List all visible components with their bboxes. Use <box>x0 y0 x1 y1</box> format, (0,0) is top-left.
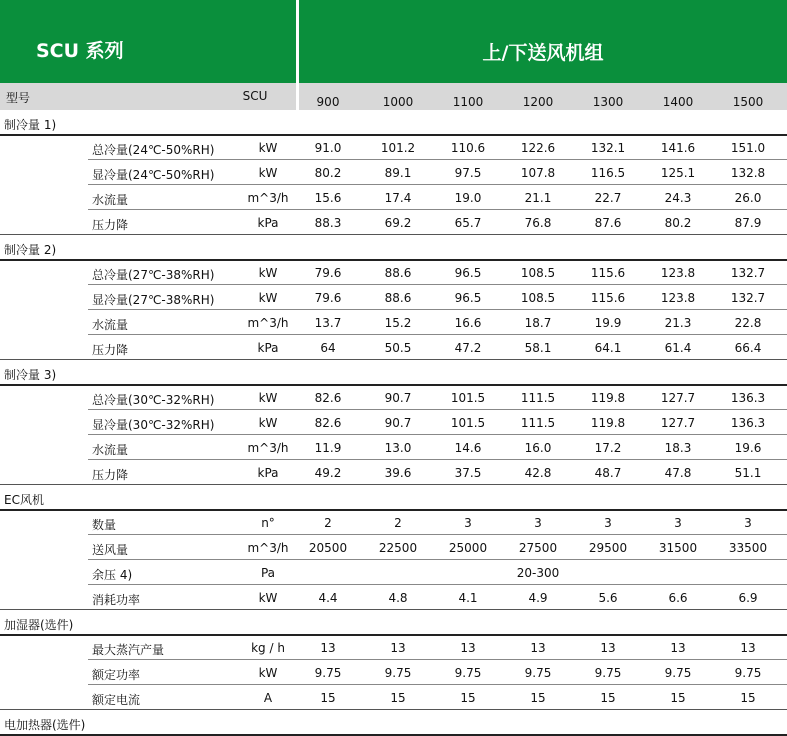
row-unit: kPa <box>257 466 279 480</box>
group-header <box>299 0 787 80</box>
row-unit: Pa <box>260 566 276 580</box>
value-cell: 88.3 <box>314 216 342 230</box>
value-cell: 15 <box>320 691 336 705</box>
value-cell: 18.7 <box>524 316 552 330</box>
table-row <box>0 585 787 610</box>
row-unit: kW <box>258 416 278 430</box>
value-cell: 15 <box>600 691 616 705</box>
value-cell: 15 <box>390 691 406 705</box>
model-cell: 1500 <box>732 95 764 109</box>
row-label: 显冷量(24℃-50%RH) <box>92 168 215 182</box>
row-unit: kW <box>258 391 278 405</box>
value-cell: 11.9 <box>314 441 342 455</box>
value-cell: 15.6 <box>314 191 342 205</box>
value-cell: 76.8 <box>524 216 552 230</box>
value-cell: 19.0 <box>454 191 482 205</box>
value-cell: 18.3 <box>664 441 692 455</box>
value-cell: 6.9 <box>738 591 758 605</box>
value-cell: 119.8 <box>590 391 626 405</box>
value-cell: 50.5 <box>384 341 412 355</box>
table-row <box>0 260 787 285</box>
row-label: 总冷量(30℃-32%RH) <box>92 393 215 407</box>
value-cell: 90.7 <box>384 391 412 405</box>
value-cell: 27500 <box>518 541 558 555</box>
row-unit: kW <box>258 666 278 680</box>
value-cell: 79.6 <box>314 291 342 305</box>
value-cell: 6.6 <box>668 591 688 605</box>
row-label: 总冷量(24℃-50%RH) <box>92 143 215 157</box>
value-cell: 9.75 <box>594 666 622 680</box>
value-cell: 132.7 <box>730 266 766 280</box>
value-cell: 47.2 <box>454 341 482 355</box>
value-cell: 111.5 <box>520 416 556 430</box>
series-header <box>0 0 296 80</box>
value-cell: 4.9 <box>528 591 548 605</box>
value-cell: 42.8 <box>524 466 552 480</box>
row-label: 最大蒸汽产量 <box>92 643 165 657</box>
value-cell: 58.1 <box>524 341 552 355</box>
value-cell: 108.5 <box>520 266 556 280</box>
section-row <box>0 360 787 385</box>
merged-value: 20-300 <box>516 566 560 580</box>
value-cell: 136.3 <box>730 416 766 430</box>
table-row <box>0 410 787 435</box>
model-cell: 1000 <box>382 95 414 109</box>
value-cell: 13 <box>530 641 546 655</box>
value-cell: 88.6 <box>384 291 412 305</box>
value-cell: 13 <box>320 641 336 655</box>
value-cell: 107.8 <box>520 166 556 180</box>
model-cell: 1100 <box>452 95 484 109</box>
table-row <box>0 685 787 710</box>
value-cell: 48.7 <box>594 466 622 480</box>
value-cell: 79.6 <box>314 266 342 280</box>
value-cell: 80.2 <box>314 166 342 180</box>
value-cell: 110.6 <box>450 141 486 155</box>
value-cell: 136.3 <box>730 391 766 405</box>
value-cell: 132.7 <box>730 291 766 305</box>
value-cell: 96.5 <box>454 266 482 280</box>
value-cell: 111.5 <box>520 391 556 405</box>
value-cell: 61.4 <box>664 341 692 355</box>
row-label: 数量 <box>92 518 117 532</box>
value-cell: 9.75 <box>734 666 762 680</box>
value-cell: 19.6 <box>734 441 762 455</box>
table-row <box>0 285 787 310</box>
table-row <box>0 335 787 360</box>
value-cell: 151.0 <box>730 141 766 155</box>
value-cell: 66.4 <box>734 341 762 355</box>
value-cell: 13 <box>670 641 686 655</box>
value-cell: 132.1 <box>590 141 626 155</box>
model-cell: 1300 <box>592 95 624 109</box>
value-cell: 13.7 <box>314 316 342 330</box>
value-cell: 49.2 <box>314 466 342 480</box>
value-cell: 65.7 <box>454 216 482 230</box>
table-row <box>0 185 787 210</box>
value-cell: 31500 <box>658 541 698 555</box>
row-unit: kg / h <box>251 641 285 655</box>
value-cell: 15 <box>460 691 476 705</box>
value-cell: 25000 <box>448 541 488 555</box>
value-cell: 141.6 <box>660 141 696 155</box>
section-row <box>0 710 787 735</box>
value-cell: 3 <box>604 516 612 530</box>
value-cell: 24.3 <box>664 191 692 205</box>
row-unit: kW <box>258 141 278 155</box>
model-cell: 1200 <box>522 95 554 109</box>
value-cell: 5.6 <box>598 591 618 605</box>
row-unit: m^3/h <box>247 441 289 455</box>
value-cell: 9.75 <box>524 666 552 680</box>
table-row <box>0 135 787 160</box>
value-cell: 116.5 <box>590 166 626 180</box>
value-cell: 9.75 <box>454 666 482 680</box>
value-cell: 119.8 <box>590 416 626 430</box>
table-row <box>0 560 787 585</box>
section-row <box>0 485 787 510</box>
group-title: 上/下送风机组 <box>482 42 604 64</box>
row-label: 额定功率 <box>92 668 141 682</box>
table-row <box>0 660 787 685</box>
value-cell: 108.5 <box>520 291 556 305</box>
value-cell: 15 <box>740 691 756 705</box>
row-unit: kW <box>258 166 278 180</box>
value-cell: 3 <box>464 516 472 530</box>
row-unit: kPa <box>257 341 279 355</box>
row-label: 总冷量(27℃-38%RH) <box>92 268 215 282</box>
section-title: 加湿器(选件) <box>4 618 74 632</box>
value-cell: 3 <box>744 516 752 530</box>
table-row <box>0 435 787 460</box>
table-row <box>0 460 787 485</box>
row-label: 水流量 <box>92 193 129 207</box>
section-title: 电加热器(选件) <box>4 718 86 732</box>
value-cell: 123.8 <box>660 291 696 305</box>
value-cell: 64 <box>320 341 336 355</box>
row-unit: n° <box>261 516 275 530</box>
value-cell: 82.6 <box>314 391 342 405</box>
value-cell: 2 <box>394 516 402 530</box>
section-row <box>0 110 787 135</box>
value-cell: 88.6 <box>384 266 412 280</box>
row-label: 水流量 <box>92 443 129 457</box>
row-unit: m^3/h <box>247 316 289 330</box>
value-cell: 89.1 <box>384 166 412 180</box>
value-cell: 13.0 <box>384 441 412 455</box>
value-cell: 90.7 <box>384 416 412 430</box>
value-cell: 13 <box>460 641 476 655</box>
value-cell: 20500 <box>308 541 348 555</box>
row-unit: kW <box>258 266 278 280</box>
value-cell: 51.1 <box>734 466 762 480</box>
model-cell: 1400 <box>662 95 694 109</box>
value-cell: 14.6 <box>454 441 482 455</box>
value-cell: 16.6 <box>454 316 482 330</box>
table-row <box>0 510 787 535</box>
value-cell: 91.0 <box>314 141 342 155</box>
value-cell: 33500 <box>728 541 768 555</box>
model-row <box>0 83 787 110</box>
row-label: 显冷量(27℃-38%RH) <box>92 293 215 307</box>
value-cell: 123.8 <box>660 266 696 280</box>
row-unit: kW <box>258 291 278 305</box>
row-unit: kW <box>258 591 278 605</box>
value-cell: 64.1 <box>594 341 622 355</box>
row-label: 压力降 <box>92 343 129 357</box>
value-cell: 69.2 <box>384 216 412 230</box>
value-cell: 132.8 <box>730 166 766 180</box>
row-label: 送风量 <box>92 543 129 557</box>
value-cell: 80.2 <box>664 216 692 230</box>
header-separator <box>296 0 299 83</box>
value-cell: 13 <box>390 641 406 655</box>
value-cell: 101.2 <box>380 141 416 155</box>
row-label: 显冷量(30℃-32%RH) <box>92 418 215 432</box>
row-unit: kPa <box>257 216 279 230</box>
value-cell: 3 <box>534 516 542 530</box>
row-label: 余压 4) <box>92 568 133 582</box>
series-title: SCU 系列 <box>36 40 124 62</box>
section-row <box>0 235 787 260</box>
row-unit: A <box>263 691 273 705</box>
value-cell: 87.6 <box>594 216 622 230</box>
value-cell: 22.8 <box>734 316 762 330</box>
value-cell: 17.2 <box>594 441 622 455</box>
value-cell: 13 <box>740 641 756 655</box>
value-cell: 22.7 <box>594 191 622 205</box>
table-row <box>0 635 787 660</box>
value-cell: 115.6 <box>590 266 626 280</box>
row-unit: m^3/h <box>247 191 289 205</box>
value-cell: 29500 <box>588 541 628 555</box>
row-label: 压力降 <box>92 218 129 232</box>
value-cell: 9.75 <box>384 666 412 680</box>
value-cell: 127.7 <box>660 416 696 430</box>
value-cell: 9.75 <box>664 666 692 680</box>
row-label: 额定电流 <box>92 693 141 707</box>
section-title: 制冷量 1) <box>4 118 57 132</box>
value-cell: 101.5 <box>450 391 486 405</box>
table-row <box>0 210 787 235</box>
value-cell: 15 <box>670 691 686 705</box>
value-cell: 13 <box>600 641 616 655</box>
row-label: 压力降 <box>92 468 129 482</box>
value-cell: 22500 <box>378 541 418 555</box>
value-cell: 122.6 <box>520 141 556 155</box>
value-cell: 21.1 <box>524 191 552 205</box>
table-row <box>0 385 787 410</box>
value-cell: 2 <box>324 516 332 530</box>
table-row <box>0 160 787 185</box>
value-cell: 15 <box>530 691 546 705</box>
value-cell: 4.1 <box>458 591 478 605</box>
value-cell: 16.0 <box>524 441 552 455</box>
section-title: EC风机 <box>4 493 44 507</box>
value-cell: 47.8 <box>664 466 692 480</box>
row-unit: m^3/h <box>247 541 289 555</box>
model-cell: 900 <box>316 95 340 109</box>
value-cell: 87.9 <box>734 216 762 230</box>
value-cell: 115.6 <box>590 291 626 305</box>
row-label: 消耗功率 <box>92 593 141 607</box>
model-unit: SCU <box>242 89 268 103</box>
value-cell: 127.7 <box>660 391 696 405</box>
row-label: 水流量 <box>92 318 129 332</box>
table-row <box>0 535 787 560</box>
value-cell: 9.75 <box>314 666 342 680</box>
value-cell: 101.5 <box>450 416 486 430</box>
value-cell: 21.3 <box>664 316 692 330</box>
value-cell: 15.2 <box>384 316 412 330</box>
value-cell: 26.0 <box>734 191 762 205</box>
value-cell: 19.9 <box>594 316 622 330</box>
section-row <box>0 610 787 635</box>
value-cell: 4.4 <box>318 591 338 605</box>
value-cell: 82.6 <box>314 416 342 430</box>
value-cell: 37.5 <box>454 466 482 480</box>
value-cell: 4.8 <box>388 591 408 605</box>
value-cell: 3 <box>674 516 682 530</box>
value-cell: 97.5 <box>454 166 482 180</box>
value-cell: 125.1 <box>660 166 696 180</box>
value-cell: 39.6 <box>384 466 412 480</box>
value-cell: 96.5 <box>454 291 482 305</box>
section-title: 制冷量 3) <box>4 368 57 382</box>
table-row <box>0 310 787 335</box>
section-title: 制冷量 2) <box>4 243 57 257</box>
model-label: 型号 <box>6 91 31 105</box>
value-cell: 17.4 <box>384 191 412 205</box>
